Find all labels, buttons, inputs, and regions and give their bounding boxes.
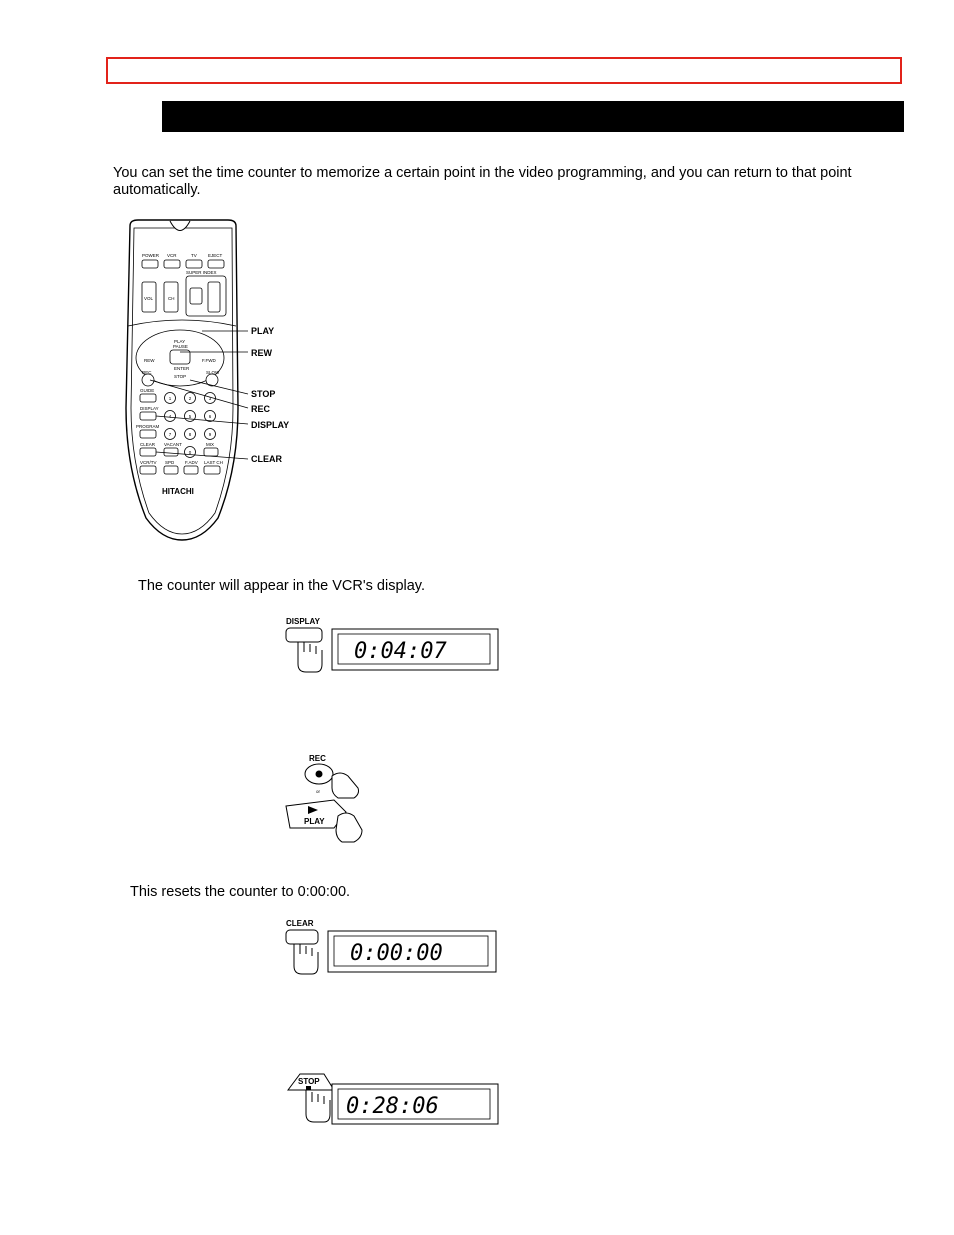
remote-key-2: 2 bbox=[188, 396, 192, 401]
remote-tv-label: TV bbox=[191, 253, 197, 258]
remote-key-8: 8 bbox=[188, 432, 192, 437]
finger-press-icon bbox=[294, 944, 318, 974]
callout-stop: STOP bbox=[251, 389, 276, 399]
remote-rec-label: REC bbox=[142, 370, 152, 375]
remote-brand: HITACHI bbox=[162, 487, 194, 496]
rec-or-play-figure bbox=[282, 750, 372, 850]
display-counter-figure bbox=[282, 612, 504, 678]
remote-spd-label: SPD bbox=[165, 460, 175, 465]
remote-key-5: 5 bbox=[188, 414, 192, 419]
stop-square-icon bbox=[306, 1086, 311, 1090]
remote-vacant-label: VACANT bbox=[164, 442, 182, 447]
remote-vcrtv-label: VCR/TV bbox=[140, 460, 157, 465]
record-dot-icon bbox=[316, 771, 323, 778]
step1-note: The counter will appear in the VCR's display. bbox=[138, 578, 425, 594]
finger-press-icon bbox=[332, 773, 359, 798]
remote-program-label: PROGRAM bbox=[136, 424, 160, 429]
remote-rew-label: REW bbox=[144, 358, 155, 363]
remote-stop-label: STOP bbox=[174, 374, 187, 379]
counter-display-2: 0:00:00 bbox=[350, 941, 443, 966]
stop-counter-figure bbox=[284, 1070, 504, 1130]
remote-vol-label: VOL bbox=[144, 296, 154, 301]
finger-press-icon bbox=[298, 642, 322, 672]
finger-press-icon bbox=[306, 1090, 330, 1122]
remote-control-illustration bbox=[120, 218, 300, 543]
remote-key-7: 7 bbox=[168, 432, 172, 437]
counter-display-3: 0:28:06 bbox=[346, 1094, 439, 1119]
remote-power-label: POWER bbox=[142, 253, 160, 258]
remote-eject-label: EJECT bbox=[208, 253, 223, 258]
play-button-label: PLAY bbox=[304, 817, 325, 826]
remote-enter-label: ENTER bbox=[174, 366, 190, 371]
callout-display: DISPLAY bbox=[251, 420, 290, 430]
clear-button-label: CLEAR bbox=[286, 919, 314, 928]
remote-guide-label: GUIDE bbox=[140, 388, 155, 393]
remote-clear-label: CLEAR bbox=[140, 442, 156, 447]
remote-super-index-label: SUPER INDEX bbox=[186, 270, 217, 275]
rec-button-label: REC bbox=[309, 754, 326, 763]
remote-fadv-label: F.ADV bbox=[185, 460, 198, 465]
remote-vcr-label: VCR bbox=[167, 253, 177, 258]
remote-key-3: 3 bbox=[208, 396, 212, 401]
remote-ffwd-label: F.FWD bbox=[202, 358, 216, 363]
finger-press-icon bbox=[336, 813, 362, 842]
header-frame bbox=[106, 57, 902, 84]
callout-rec: REC bbox=[251, 404, 271, 414]
clear-counter-figure bbox=[282, 914, 502, 980]
remote-play-label: PLAY bbox=[174, 339, 186, 344]
callout-rew: REW bbox=[251, 348, 272, 358]
remote-key-4: 4 bbox=[168, 414, 172, 419]
remote-ch-label: CH bbox=[168, 296, 175, 301]
remote-mix-label: MIX bbox=[206, 442, 215, 447]
remote-key-0: 0 bbox=[188, 450, 192, 455]
callout-play: PLAY bbox=[251, 326, 275, 336]
callout-clear: CLEAR bbox=[251, 454, 282, 464]
counter-display-1: 0:04:07 bbox=[354, 639, 447, 664]
section-title-bar bbox=[162, 101, 904, 132]
or-label: or bbox=[316, 789, 321, 794]
step3-note: This resets the counter to 0:00:00. bbox=[130, 884, 351, 900]
intro-paragraph: You can set the time counter to memorize a certain point in the video programming, and you can return to that point automatically. bbox=[113, 165, 852, 198]
remote-slow-label: SLOW bbox=[206, 370, 220, 375]
remote-display-label: DISPLAY bbox=[140, 406, 159, 411]
remote-pause-label: PAUSE bbox=[173, 344, 188, 349]
remote-key-6: 6 bbox=[208, 414, 212, 419]
remote-key-1: 1 bbox=[168, 396, 172, 401]
remote-lastch-label: LAST CH bbox=[204, 460, 223, 465]
remote-key-9: 9 bbox=[208, 432, 212, 437]
display-button-label: DISPLAY bbox=[286, 617, 320, 626]
stop-button-label: STOP bbox=[298, 1077, 320, 1086]
